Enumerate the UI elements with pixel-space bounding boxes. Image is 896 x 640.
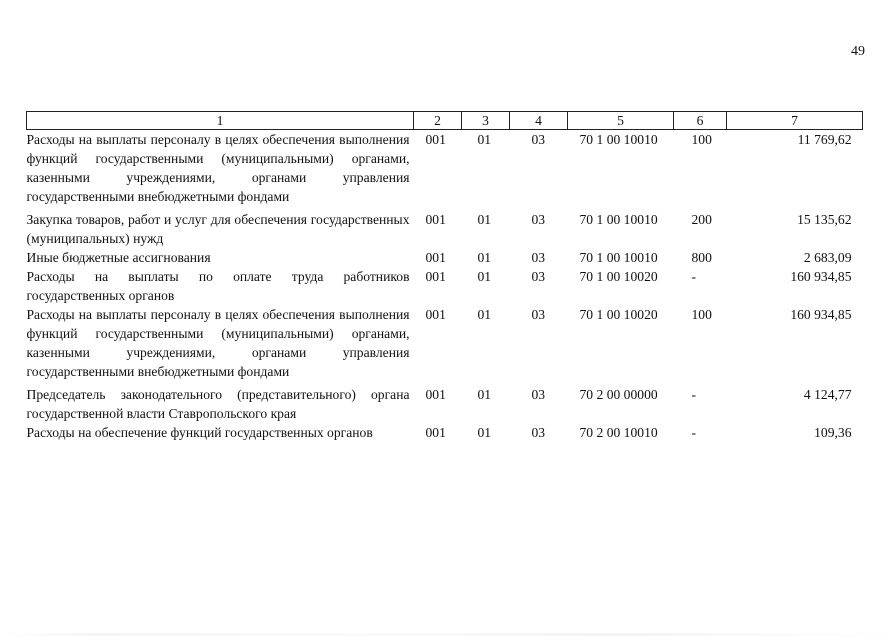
- table-row: [27, 385, 863, 423]
- row-amount: 2 683,09: [803, 250, 852, 265]
- row-code-5: 70 1 00 10010: [579, 212, 658, 227]
- row-amount: 160 934,85: [790, 307, 852, 322]
- row-amount: 11 769,62: [797, 132, 852, 147]
- row-code-3: 01: [477, 132, 492, 147]
- row-code-4: 03: [531, 387, 546, 402]
- row-code-4: 03: [531, 250, 546, 265]
- row-code-5: 70 1 00 10010: [579, 132, 658, 147]
- row-code-4: 03: [531, 212, 546, 227]
- row-name: Расходы на выплаты персоналу в целях обеспечения выполнения функций государственными (муниципальными) органами, казенными учреждениями, органами управления государственными внебюджетными фондами: [26, 132, 410, 204]
- row-name: Расходы на выплаты персоналу в целях обеспечения выполнения функций государственными (муниципальными) органами, казенными учреждениями, органами управления государственными внебюджетными фондами: [26, 307, 410, 379]
- row-code-4: 03: [531, 132, 546, 147]
- table-row: [27, 130, 863, 211]
- table-row: [27, 248, 863, 267]
- row-code-2: 001: [425, 250, 446, 265]
- row-amount: 109,36: [814, 425, 852, 440]
- row-code-6: -: [691, 387, 697, 402]
- row-code-5: 70 2 00 10010: [579, 425, 658, 440]
- row-code-3: 01: [477, 269, 492, 284]
- row-code-3: 01: [477, 212, 492, 227]
- row-code-5: 70 2 00 00000: [579, 387, 658, 402]
- header-cell-2: 2: [414, 112, 462, 130]
- header-cell-1: 1: [27, 112, 414, 130]
- row-code-2: 001: [425, 387, 446, 402]
- row-name: Расходы на выплаты по оплате труда работников государственных органов: [26, 269, 410, 303]
- row-code-5: 70 1 00 10020: [579, 269, 658, 284]
- table-row: [27, 423, 863, 442]
- row-code-6: 800: [691, 250, 712, 265]
- header-cell-4: 4: [510, 112, 568, 130]
- row-code-6: 100: [691, 307, 712, 322]
- row-code-5: 70 1 00 10020: [579, 307, 658, 322]
- header-cell-7: 7: [727, 112, 863, 130]
- row-code-3: 01: [477, 425, 492, 440]
- row-code-2: 001: [425, 425, 446, 440]
- header-cell-6: 6: [674, 112, 727, 130]
- row-name: Расходы на обеспечение функций государственных органов: [26, 425, 373, 440]
- table-row: [27, 305, 863, 385]
- row-code-6: -: [691, 269, 697, 284]
- row-amount: 15 135,62: [797, 212, 852, 227]
- row-code-4: 03: [531, 307, 546, 322]
- row-code-4: 03: [531, 425, 546, 440]
- row-code-3: 01: [477, 307, 492, 322]
- row-code-4: 03: [531, 269, 546, 284]
- row-code-3: 01: [477, 250, 492, 265]
- row-code-3: 01: [477, 387, 492, 402]
- table-row: [27, 267, 863, 305]
- row-code-2: 001: [425, 212, 446, 227]
- row-code-6: 200: [691, 212, 712, 227]
- row-name: Иные бюджетные ассигнования: [26, 250, 211, 265]
- scan-artifact: [0, 633, 896, 636]
- header-cell-5: 5: [568, 112, 674, 130]
- row-code-2: 001: [425, 269, 446, 284]
- row-code-6: -: [691, 425, 697, 440]
- table-row: [27, 210, 863, 248]
- row-name: Закупка товаров, работ и услуг для обеспечения государственных (муниципальных) нужд: [26, 212, 410, 246]
- row-code-5: 70 1 00 10010: [579, 250, 658, 265]
- header-cell-3: 3: [462, 112, 510, 130]
- row-amount: 4 124,77: [803, 387, 852, 402]
- budget-table: [26, 111, 863, 442]
- page-number: 49: [851, 44, 865, 59]
- row-name: Председатель законодательного (представительного) органа государственной власти Ставропольского края: [26, 387, 410, 421]
- row-code-6: 100: [691, 132, 712, 147]
- row-code-2: 001: [425, 132, 446, 147]
- row-code-2: 001: [425, 307, 446, 322]
- header-row: [27, 112, 863, 130]
- row-amount: 160 934,85: [790, 269, 852, 284]
